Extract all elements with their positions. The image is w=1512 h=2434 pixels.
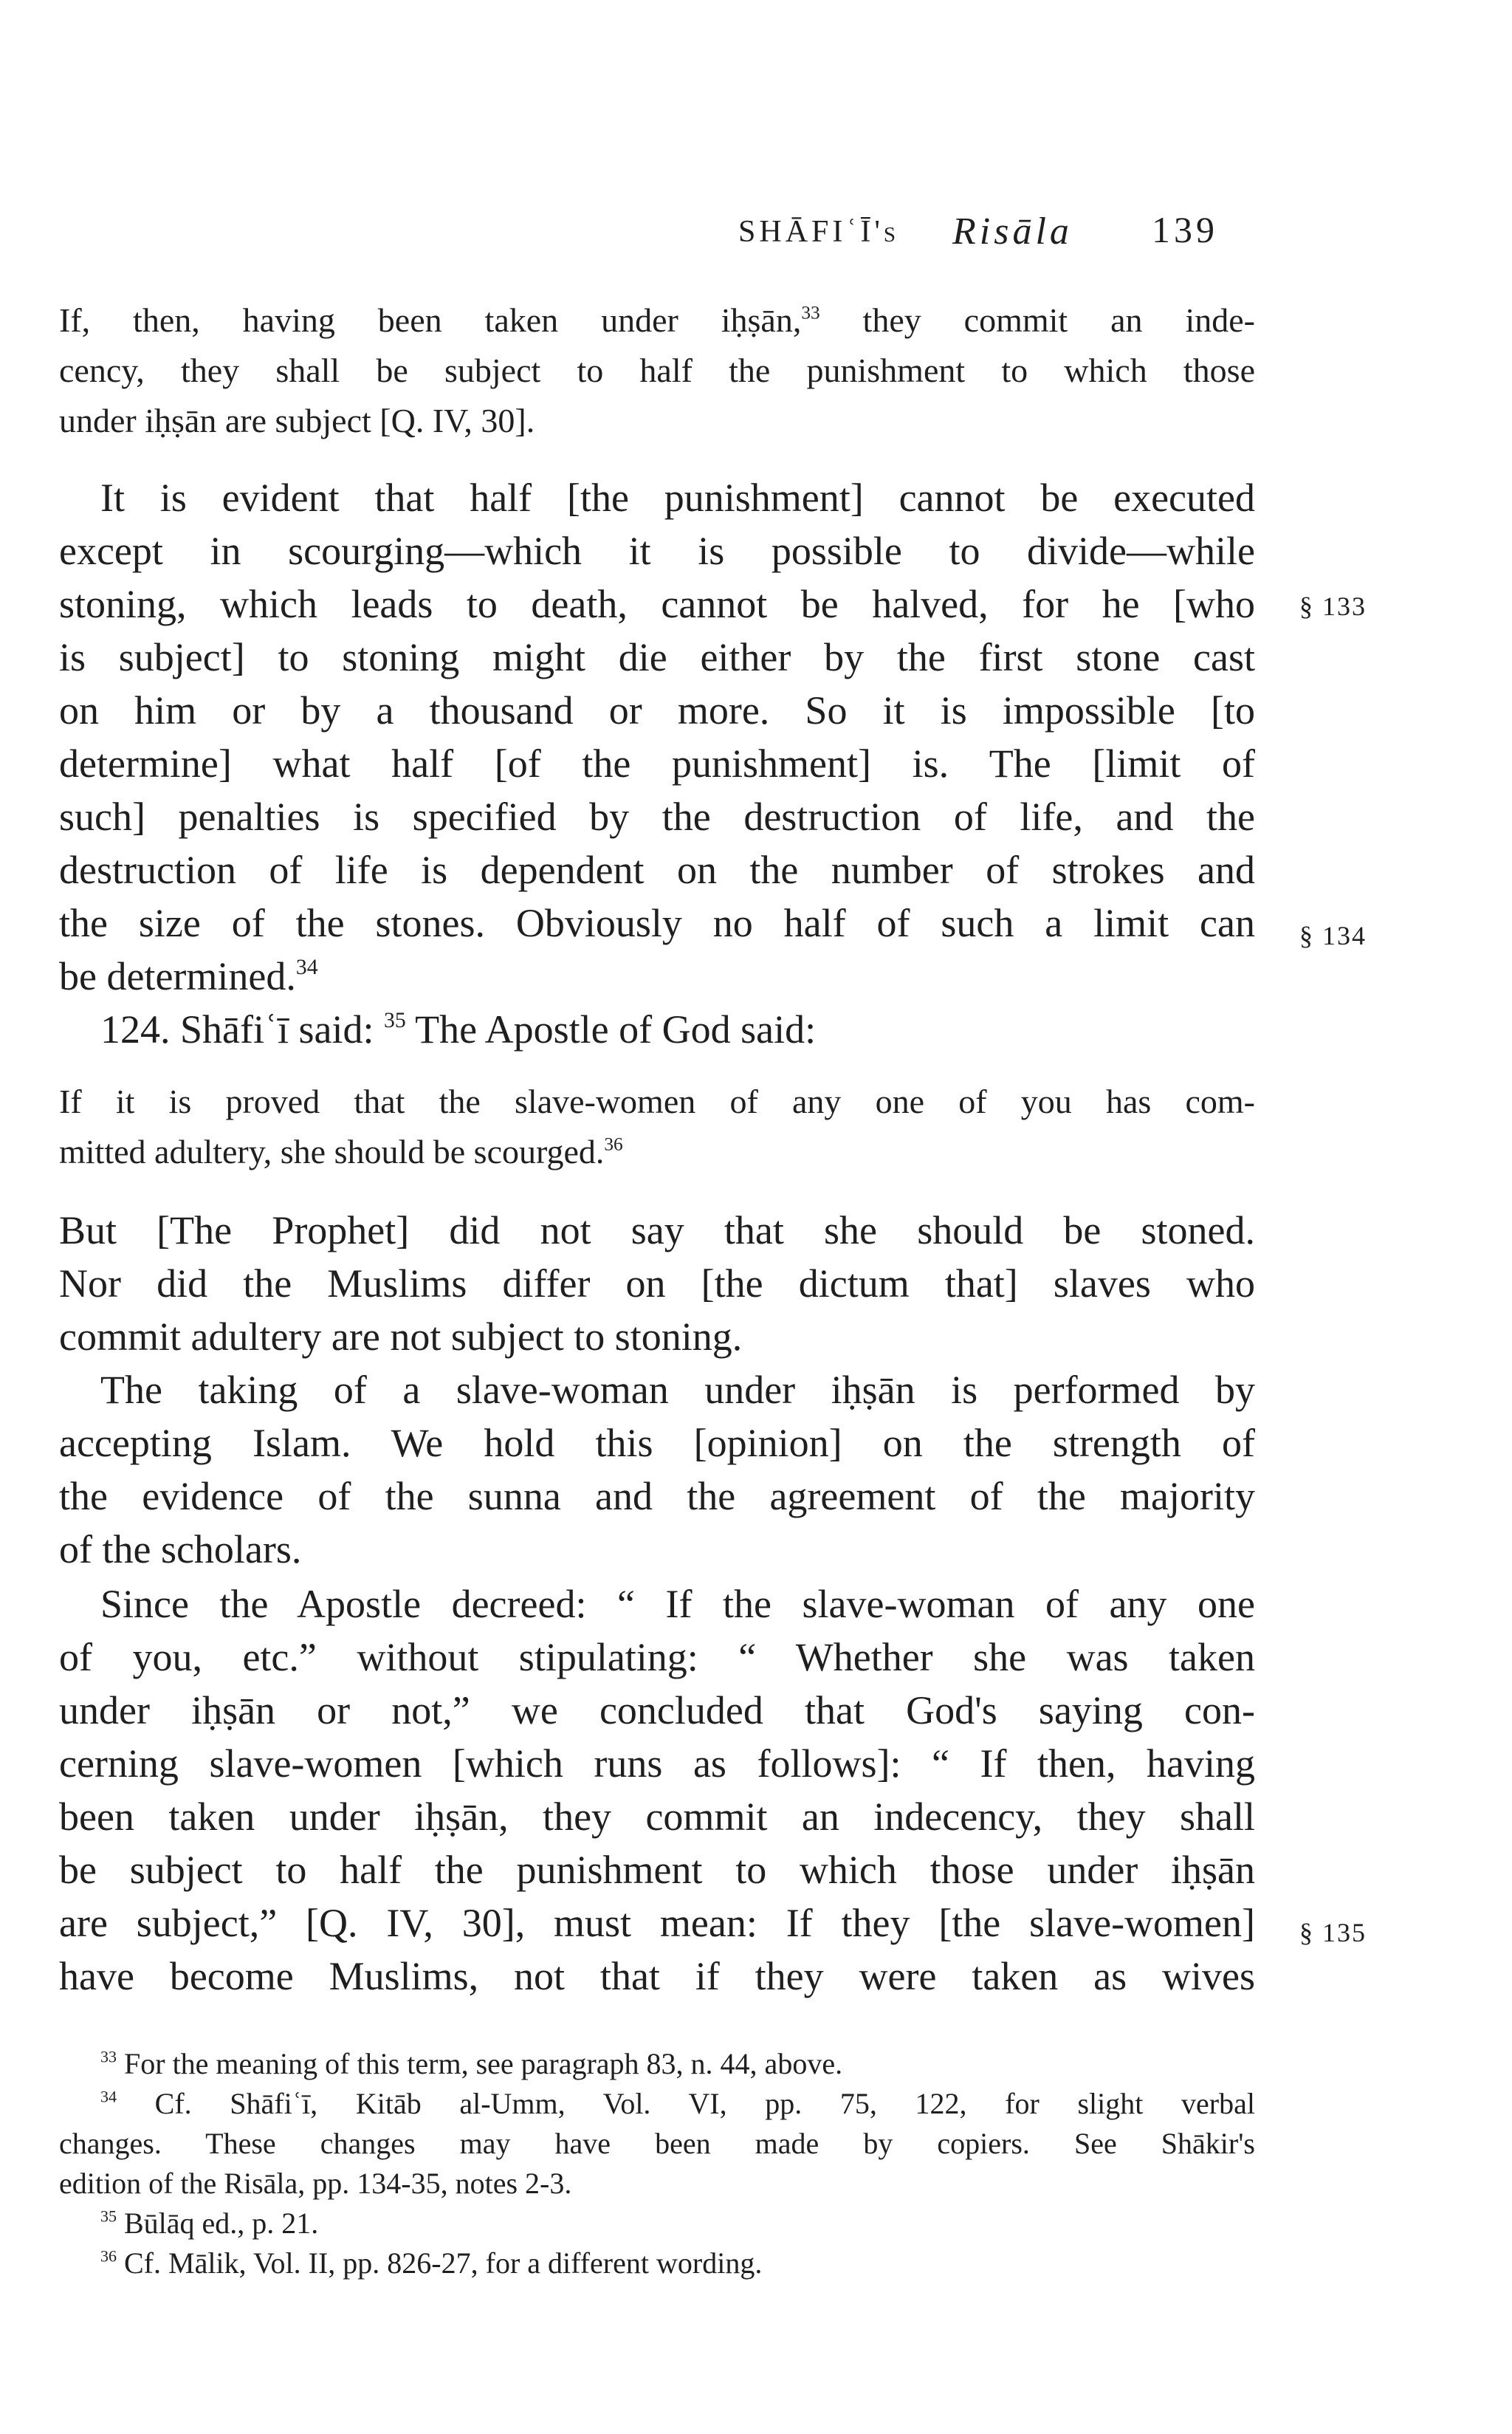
text-line: determine] what half [of the punishment] is. The [limit of — [59, 741, 1255, 786]
quran-quote-block — [59, 295, 1255, 446]
footnote — [59, 2204, 1255, 2243]
text-line: is subject] to stoning might die either by the first stone cast — [59, 635, 1255, 679]
text-line: commit adultery are not subject to stoning. — [59, 1314, 743, 1359]
section-marker: § 133 — [1299, 592, 1367, 621]
text-line: under iḥṣān are subject [Q. IV, 30]. — [59, 402, 535, 439]
page-number: 139 — [1152, 209, 1218, 250]
paragraph — [59, 1204, 1255, 1363]
text-line: except in scourging—which it is possible to divide—while — [59, 529, 1255, 573]
footnote-text: Cf. Shāfiʿī, Kitāb al-Umm, Vol. VI, pp. 75, 122, for slight verbal — [154, 2087, 1255, 2120]
footnote-line: edition of the Risāla, pp. 134-35, notes 2-3. — [59, 2167, 572, 2200]
footnote — [59, 2084, 1255, 2124]
text-line: cency, they shall be subject to half the punishment to which those — [59, 352, 1255, 389]
footnote-text: For the meaning of this term, see paragraph 83, n. 44, above. — [124, 2047, 843, 2080]
text-line: But [The Prophet] did not say that she should be stoned. — [59, 1208, 1255, 1252]
section-marker: § 135 — [1299, 1918, 1367, 1947]
quote-text: mitted adultery, she should be scourged. — [59, 1133, 605, 1170]
footnote — [59, 2243, 1255, 2283]
footnote-text: Būlāq ed., p. 21. — [124, 2207, 319, 2240]
footnote-number: 35 — [100, 2207, 117, 2226]
paragraph-text: be determined. — [59, 954, 296, 998]
text-line: of you, etc.” without stipulating: “ Whether she was taken — [59, 1635, 1255, 1679]
text-line: the evidence of the sunna and the agreement of the majority — [59, 1474, 1255, 1518]
footnote-ref: 36 — [604, 1134, 623, 1155]
text-line — [59, 1003, 1255, 1056]
text-line: of the scholars. — [59, 1527, 302, 1571]
text-line — [59, 1127, 1255, 1177]
section-marker: § 134 — [1299, 921, 1367, 950]
text-line: are subject,” [Q. IV, 30], must mean: If they [the slave-women] — [59, 1901, 1255, 1945]
running-head — [709, 199, 1255, 258]
footnote-number: 36 — [100, 2246, 117, 2266]
text-line: It is evident that half [the punishment] cannot be executed — [100, 476, 1255, 520]
footnote-ref: 34 — [295, 956, 318, 980]
text-line: stoning, which leads to death, cannot be halved, for he [who — [59, 582, 1255, 626]
footnote-line: changes. These changes may have been made by copiers. See Shākir's — [59, 2127, 1255, 2160]
text-line: The taking of a slave-woman under iḥṣān is performed by — [100, 1368, 1255, 1412]
text-line: such] penalties is specified by the destruction of life, and the — [59, 795, 1255, 839]
footnote-number: 34 — [100, 2087, 117, 2106]
paragraph-text: The Apostle of God said: — [405, 1007, 817, 1052]
running-head-title: Risāla — [952, 210, 1073, 253]
quote-text: If, then, having been taken under iḥṣān, — [59, 301, 802, 339]
text-line — [59, 950, 1255, 1003]
numbered-paragraph — [59, 1003, 1255, 1056]
text-line: on him or by a thousand or more. So it is impossible [to — [59, 688, 1255, 733]
text-line: accepting Islam. We hold this [opinion] on the strength of — [59, 1421, 1255, 1465]
quote-text: they commit an inde- — [819, 301, 1255, 339]
text-line: have become Muslims, not that if they were taken as wives — [59, 1954, 1255, 1998]
footnote-number: 33 — [100, 2047, 117, 2066]
paragraph — [59, 1363, 1255, 1576]
text-line: under iḥṣān or not,” we concluded that God's saying con- — [59, 1688, 1255, 1732]
paragraph-number: 124. Shāfiʿī said: — [100, 1007, 374, 1052]
running-head-author: SHĀFIʿĪ's — [738, 215, 900, 249]
paragraph — [59, 1577, 1255, 2003]
text-line: be subject to half the punishment to which those under iḥṣān — [59, 1848, 1255, 1892]
text-line: the size of the stones. Obviously no half of such a limit can — [59, 901, 1255, 945]
footnotes — [59, 2044, 1255, 2283]
text-line: Nor did the Muslims differ on [the dictum that] slaves who — [59, 1261, 1255, 1306]
hadith-quote-block — [59, 1077, 1255, 1177]
text-line — [59, 295, 1255, 346]
footnote — [59, 2044, 1255, 2084]
paragraph — [59, 471, 1255, 1003]
text-line: Since the Apostle decreed: “ If the slave-woman of any one — [100, 1582, 1255, 1626]
footnote-ref: 33 — [801, 302, 820, 323]
text-line: If it is proved that the slave-women of any one of you has com- — [59, 1083, 1255, 1120]
text-line: destruction of life is dependent on the number of strokes and — [59, 848, 1255, 892]
footnote-text: Cf. Mālik, Vol. II, pp. 826-27, for a different wording. — [124, 2246, 763, 2280]
footnote-ref: 35 — [383, 1009, 406, 1033]
text-line: cerning slave-women [which runs as follows]: “ If then, having — [59, 1741, 1255, 1786]
text-line: been taken under iḥṣān, they commit an indecency, they shall — [59, 1794, 1255, 1839]
